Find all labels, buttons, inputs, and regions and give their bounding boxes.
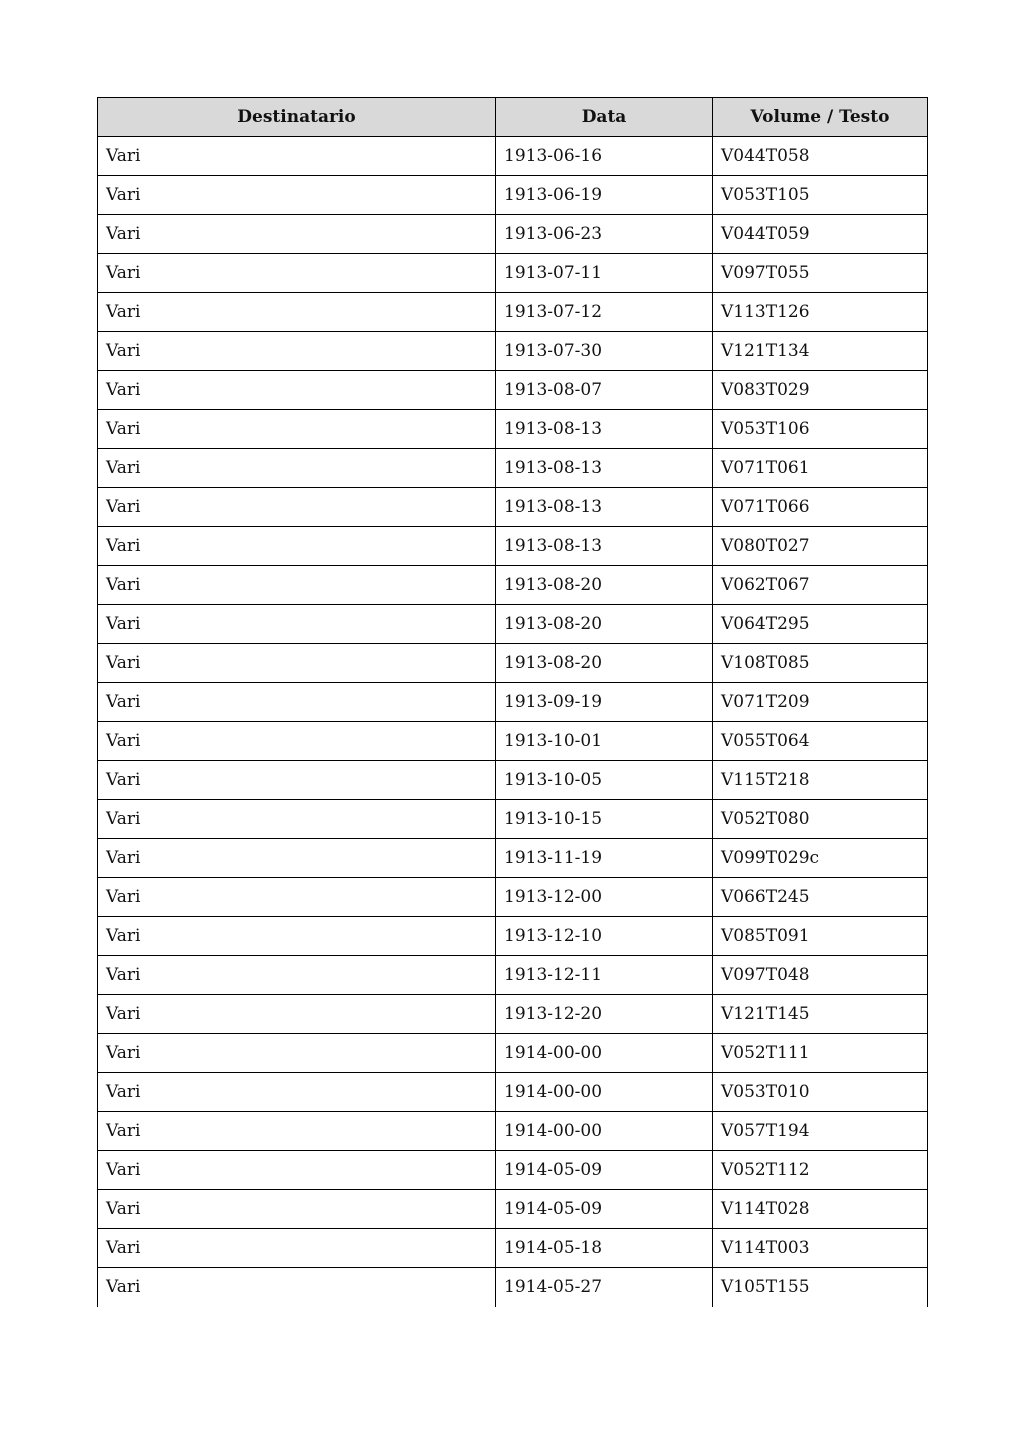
cell-destinatario: Vari xyxy=(98,1268,496,1307)
cell-volume-testo: V044T058 xyxy=(713,137,928,176)
table-row xyxy=(98,254,928,293)
cell-data: 1913-11-19 xyxy=(496,839,713,878)
table-row xyxy=(98,995,928,1034)
table-row xyxy=(98,683,928,722)
cell-destinatario: Vari xyxy=(98,1229,496,1268)
cell-data: 1913-08-13 xyxy=(496,449,713,488)
cell-data: 1914-05-18 xyxy=(496,1229,713,1268)
cell-volume-testo: V071T066 xyxy=(713,488,928,527)
cell-data: 1913-12-11 xyxy=(496,956,713,995)
table-row xyxy=(98,371,928,410)
cell-volume-testo: V083T029 xyxy=(713,371,928,410)
cell-data: 1913-06-19 xyxy=(496,176,713,215)
cell-volume-testo: V071T061 xyxy=(713,449,928,488)
table-row xyxy=(98,1268,928,1307)
header-row xyxy=(98,98,928,137)
cell-volume-testo: V121T134 xyxy=(713,332,928,371)
cell-destinatario: Vari xyxy=(98,956,496,995)
cell-volume-testo: V057T194 xyxy=(713,1112,928,1151)
table-row xyxy=(98,956,928,995)
cell-volume-testo: V105T155 xyxy=(713,1268,928,1307)
cell-destinatario: Vari xyxy=(98,605,496,644)
cell-destinatario: Vari xyxy=(98,839,496,878)
cell-destinatario: Vari xyxy=(98,995,496,1034)
cell-destinatario: Vari xyxy=(98,410,496,449)
table-row xyxy=(98,722,928,761)
cell-volume-testo: V062T067 xyxy=(713,566,928,605)
cell-volume-testo: V114T003 xyxy=(713,1229,928,1268)
table-row xyxy=(98,1112,928,1151)
cell-destinatario: Vari xyxy=(98,722,496,761)
table-row xyxy=(98,800,928,839)
cell-destinatario: Vari xyxy=(98,878,496,917)
cell-destinatario: Vari xyxy=(98,1034,496,1073)
cell-destinatario: Vari xyxy=(98,566,496,605)
table-row xyxy=(98,1034,928,1073)
cell-data: 1914-00-00 xyxy=(496,1112,713,1151)
cell-volume-testo: V071T209 xyxy=(713,683,928,722)
cell-volume-testo: V055T064 xyxy=(713,722,928,761)
table-row xyxy=(98,488,928,527)
table-row xyxy=(98,917,928,956)
cell-volume-testo: V097T048 xyxy=(713,956,928,995)
table-header xyxy=(98,98,928,137)
table-row xyxy=(98,878,928,917)
cell-destinatario: Vari xyxy=(98,449,496,488)
cell-data: 1913-07-12 xyxy=(496,293,713,332)
cell-destinatario: Vari xyxy=(98,527,496,566)
cell-data: 1913-08-20 xyxy=(496,566,713,605)
table-row xyxy=(98,761,928,800)
cell-destinatario: Vari xyxy=(98,1073,496,1112)
cell-volume-testo: V085T091 xyxy=(713,917,928,956)
table-row xyxy=(98,176,928,215)
cell-data: 1913-10-01 xyxy=(496,722,713,761)
table-row xyxy=(98,1229,928,1268)
cell-data: 1913-12-00 xyxy=(496,878,713,917)
column-header-data: Data xyxy=(496,98,713,137)
table-row xyxy=(98,1190,928,1229)
cell-destinatario: Vari xyxy=(98,917,496,956)
cell-volume-testo: V099T029c xyxy=(713,839,928,878)
cell-volume-testo: V115T218 xyxy=(713,761,928,800)
cell-volume-testo: V053T106 xyxy=(713,410,928,449)
cell-data: 1913-12-20 xyxy=(496,995,713,1034)
cell-data: 1913-10-05 xyxy=(496,761,713,800)
cell-data: 1913-10-15 xyxy=(496,800,713,839)
cell-destinatario: Vari xyxy=(98,644,496,683)
cell-volume-testo: V114T028 xyxy=(713,1190,928,1229)
cell-volume-testo: V080T027 xyxy=(713,527,928,566)
table-row xyxy=(98,527,928,566)
cell-data: 1914-00-00 xyxy=(496,1073,713,1112)
cell-destinatario: Vari xyxy=(98,332,496,371)
cell-volume-testo: V113T126 xyxy=(713,293,928,332)
cell-data: 1913-07-11 xyxy=(496,254,713,293)
table-row xyxy=(98,410,928,449)
cell-destinatario: Vari xyxy=(98,1151,496,1190)
cell-data: 1913-06-16 xyxy=(496,137,713,176)
table-row xyxy=(98,332,928,371)
cell-data: 1913-08-20 xyxy=(496,644,713,683)
cell-destinatario: Vari xyxy=(98,683,496,722)
cell-destinatario: Vari xyxy=(98,215,496,254)
cell-data: 1914-05-27 xyxy=(496,1268,713,1307)
column-header-volume-testo: Volume / Testo xyxy=(713,98,928,137)
cell-destinatario: Vari xyxy=(98,254,496,293)
table-row xyxy=(98,215,928,254)
cell-volume-testo: V066T245 xyxy=(713,878,928,917)
cell-volume-testo: V052T080 xyxy=(713,800,928,839)
cell-volume-testo: V097T055 xyxy=(713,254,928,293)
table-row xyxy=(98,449,928,488)
cell-destinatario: Vari xyxy=(98,1112,496,1151)
cell-volume-testo: V044T059 xyxy=(713,215,928,254)
cell-data: 1913-08-20 xyxy=(496,605,713,644)
cell-destinatario: Vari xyxy=(98,371,496,410)
table-row xyxy=(98,566,928,605)
table-row xyxy=(98,839,928,878)
cell-data: 1913-12-10 xyxy=(496,917,713,956)
cell-volume-testo: V108T085 xyxy=(713,644,928,683)
cell-data: 1913-08-13 xyxy=(496,527,713,566)
cell-data: 1913-08-07 xyxy=(496,371,713,410)
cell-data: 1913-07-30 xyxy=(496,332,713,371)
cell-data: 1914-05-09 xyxy=(496,1190,713,1229)
cell-volume-testo: V121T145 xyxy=(713,995,928,1034)
cell-destinatario: Vari xyxy=(98,176,496,215)
table-body xyxy=(98,137,928,1307)
column-header-destinatario: Destinatario xyxy=(98,98,496,137)
cell-volume-testo: V052T112 xyxy=(713,1151,928,1190)
cell-data: 1913-09-19 xyxy=(496,683,713,722)
cell-destinatario: Vari xyxy=(98,137,496,176)
table-row xyxy=(98,605,928,644)
table-row xyxy=(98,1151,928,1190)
cell-destinatario: Vari xyxy=(98,488,496,527)
cell-data: 1913-08-13 xyxy=(496,488,713,527)
cell-volume-testo: V053T105 xyxy=(713,176,928,215)
cell-destinatario: Vari xyxy=(98,761,496,800)
cell-data: 1913-08-13 xyxy=(496,410,713,449)
cell-data: 1914-00-00 xyxy=(496,1034,713,1073)
table-row xyxy=(98,644,928,683)
cell-data: 1913-06-23 xyxy=(496,215,713,254)
table-row xyxy=(98,1073,928,1112)
cell-destinatario: Vari xyxy=(98,800,496,839)
cell-data: 1914-05-09 xyxy=(496,1151,713,1190)
letters-table xyxy=(97,97,928,1307)
cell-volume-testo: V052T111 xyxy=(713,1034,928,1073)
cell-volume-testo: V053T010 xyxy=(713,1073,928,1112)
cell-destinatario: Vari xyxy=(98,1190,496,1229)
table-row xyxy=(98,293,928,332)
cell-destinatario: Vari xyxy=(98,293,496,332)
cell-volume-testo: V064T295 xyxy=(713,605,928,644)
table-row xyxy=(98,137,928,176)
